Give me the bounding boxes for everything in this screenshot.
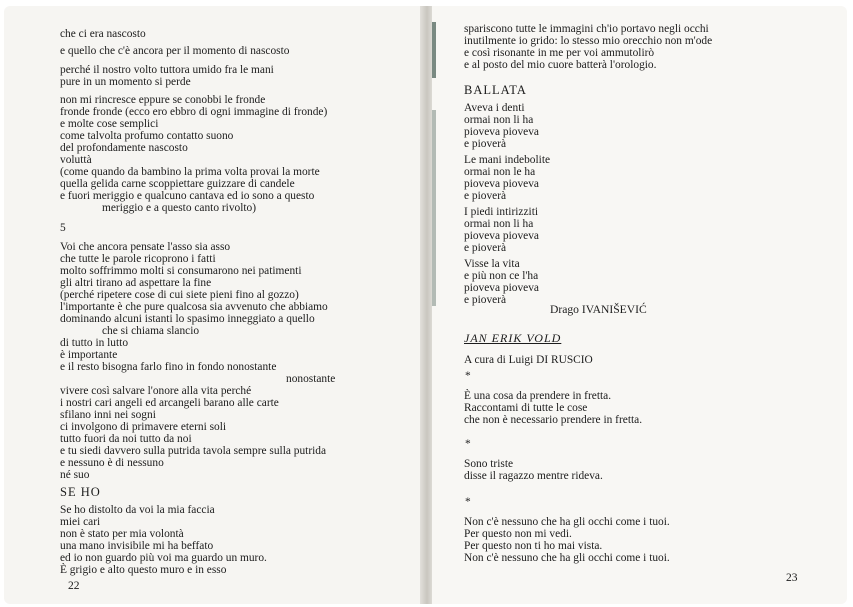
poem-line: e molte cose semplici bbox=[60, 118, 159, 130]
left-page bbox=[4, 6, 424, 604]
page-number: 23 bbox=[786, 572, 798, 584]
poem-line: e pioverà bbox=[464, 138, 507, 150]
poem-line: ed io non guardo più voi ma guardo un muro. bbox=[60, 552, 267, 564]
poem-line: e quello che c'è ancora per il momento di nascosto bbox=[60, 45, 290, 57]
poem-line: e pioverà bbox=[464, 242, 507, 254]
poem-line: e pioverà bbox=[464, 294, 507, 306]
poem-line: quella gelida carne scoppiettare guizzare di candele bbox=[60, 178, 295, 190]
poem-line: (perché ripetere cose di cui siete pieni fino al gozzo) bbox=[60, 289, 299, 301]
poem-line: dominando alcuni istanti lo spasimo inneggiato a quello bbox=[60, 313, 315, 325]
poem-line: come talvolta profumo contatto suono bbox=[60, 130, 234, 142]
poem-line: di tutto in lutto bbox=[60, 337, 129, 349]
poem-line: ci involgono di primavere eterni soli bbox=[60, 421, 227, 433]
poem-line: pioveva pioveva bbox=[464, 282, 539, 294]
poem-line: e pioverà bbox=[464, 190, 507, 202]
poem-line: ormai non le ha bbox=[464, 166, 536, 178]
poem-line: e più non ce l'ha bbox=[464, 270, 539, 282]
author-name: Drago IVANIŠEVIĆ bbox=[550, 303, 647, 316]
poem-line: l'importante è che pure qualcosa sia avvenuto che abbiamo bbox=[60, 301, 328, 313]
poem-line: sfilano inni nei sogni bbox=[60, 409, 156, 421]
poem-line: pioveva pioveva bbox=[464, 178, 539, 190]
poem-line: che si chiama slancio bbox=[102, 325, 200, 337]
poem-line: ormai non li ha bbox=[464, 114, 534, 126]
poem-line: vivere così salvare l'onore alla vita perché bbox=[60, 385, 252, 397]
poem-line: è importante bbox=[60, 349, 118, 361]
poem-line: spariscono tutte le immagini ch'io portavo negli occhi bbox=[464, 23, 709, 35]
page-edge-stain bbox=[432, 22, 436, 78]
separator-asterisk: * bbox=[465, 370, 471, 382]
poem-line: disse il ragazzo mentre rideva. bbox=[464, 470, 603, 482]
poem-line: che tutte le parole ricoprono i fatti bbox=[60, 253, 216, 265]
poem-line: una mano invisibile mi ha beffato bbox=[60, 540, 214, 552]
poem-title: SE HO bbox=[60, 485, 101, 499]
poem-line: del profondamente nascosto bbox=[60, 142, 188, 154]
poem-line: pioveva pioveva bbox=[464, 230, 539, 242]
poem-line: e tu siedi davvero sulla putrida tavola sempre sulla putrida bbox=[60, 445, 327, 457]
poem-line: inutilmente io grido: lo stesso mio orecchio non m'ode bbox=[464, 35, 713, 47]
right-page bbox=[432, 6, 847, 604]
page-edge-stain bbox=[432, 110, 436, 306]
poem-line: È una cosa da prendere in fretta. bbox=[464, 390, 612, 402]
poem-line: non è stato per mia volontà bbox=[60, 528, 184, 540]
section-number: 5 bbox=[60, 222, 66, 234]
poem-line: voluttà bbox=[60, 154, 92, 166]
curator-credit: A cura di Luigi DI RUSCIO bbox=[464, 354, 593, 366]
poem-title: BALLATA bbox=[464, 83, 527, 97]
poem-line: e fuori meriggio e qualcuno cantava ed io sono a questo bbox=[60, 190, 315, 202]
separator-asterisk: * bbox=[465, 438, 471, 450]
poem-line: né suo bbox=[60, 469, 90, 481]
poem-line: Per questo non ti ho mai vista. bbox=[464, 540, 603, 552]
poem-line: e il resto bisogna farlo fino in fondo nonostante bbox=[60, 361, 277, 373]
poem-line: ormai non li ha bbox=[464, 218, 534, 230]
poem-line: Aveva i denti bbox=[464, 102, 525, 114]
poem-line: I piedi intirizziti bbox=[464, 206, 539, 218]
poem-line: non mi rincresce eppure se conobbi le fronde bbox=[60, 94, 266, 106]
page-number: 22 bbox=[68, 580, 80, 592]
poem-line: che ci era nascosto bbox=[60, 28, 146, 40]
poem-line: È grigio e alto questo muro e in esso bbox=[60, 564, 227, 576]
poem-line: gli altri tirano ad aspettare la fine bbox=[60, 277, 212, 289]
poem-line: Sono triste bbox=[464, 458, 514, 470]
poem-line: miei cari bbox=[60, 516, 101, 528]
poem-line: pure in un momento si perde bbox=[60, 76, 191, 88]
poem-line: Voi che ancora pensate l'asso sia asso bbox=[60, 241, 231, 253]
poem-line: molto soffrimmo molti si consumarono nei patimenti bbox=[60, 265, 302, 277]
poem-line: pioveva pioveva bbox=[464, 126, 539, 138]
poem-line: Per questo non mi vedi. bbox=[464, 528, 572, 540]
poem-line: fronde fronde (ecco ero ebbro di ogni immagine di fronde) bbox=[60, 106, 328, 118]
poem-line: Non c'è nessuno che ha gli occhi come i tuoi. bbox=[464, 516, 670, 528]
poem-line: che non è necessario prendere in fretta. bbox=[464, 414, 643, 426]
poem-line: Non c'è nessuno che ha gli occhi come i tuoi. bbox=[464, 552, 670, 564]
poem-line: Le mani indebolite bbox=[464, 154, 551, 166]
poem-line: e nessuno è di nessuno bbox=[60, 457, 164, 469]
separator-asterisk: * bbox=[465, 496, 471, 508]
poem-line: e così risonante in me per voi ammutolirò bbox=[464, 47, 655, 59]
poem-line: e al posto del mio cuore batterà l'orologio. bbox=[464, 59, 657, 71]
poem-line: tutto fuori da noi tutto da noi bbox=[60, 433, 192, 445]
poem-line: Visse la vita bbox=[464, 258, 520, 270]
poem-line: nonostante bbox=[286, 373, 336, 385]
poem-line: meriggio e a questo canto rivolto) bbox=[102, 202, 257, 214]
poem-line: Raccontami di tutte le cose bbox=[464, 402, 588, 414]
poem-line: (come quando da bambino la prima volta provai la morte bbox=[60, 166, 320, 178]
poem-line: Se ho distolto da voi la mia faccia bbox=[60, 504, 215, 516]
poem-line: i nostri cari angeli ed arcangeli barano alle carte bbox=[60, 397, 279, 409]
section-title: JAN ERIK VOLD bbox=[464, 331, 562, 345]
poem-line: perché il nostro volto tuttora umido fra le mani bbox=[60, 64, 274, 76]
